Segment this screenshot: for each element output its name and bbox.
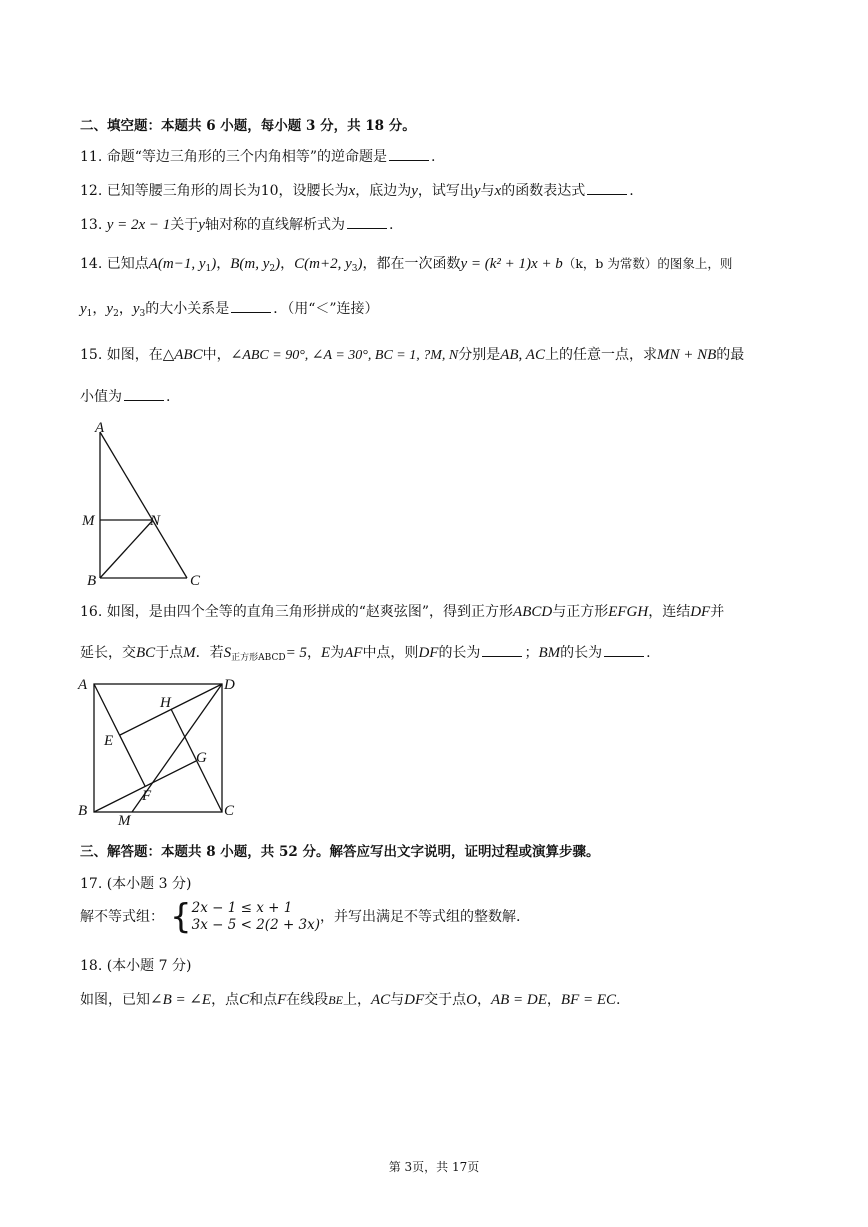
page-footer: 第 3页，共 17页	[388, 1160, 480, 1174]
label-b: B	[78, 803, 88, 819]
inequality-system: { 2x − 1 ≤ x + 1 3x − 5 < 2(2 + 3x)	[170, 897, 321, 937]
label-n: N	[150, 513, 161, 529]
question-13: 13. y = 2x − 1关于y轴对称的直线解析式为 .	[80, 214, 393, 235]
question-18: 如图，已知∠B = ∠E，点C和点F在线段BE上，AC与DF交于点O，AB = DE，BF = EC.	[80, 992, 621, 1008]
label-m: M	[118, 813, 131, 829]
q16-blank-1	[482, 642, 522, 657]
q11-text: 11. 命题“等边三角形的三个内角相等”的逆命题是	[80, 149, 388, 165]
section-2-heading: 二、填空题：本题共 6 小题，每小题 3 分，共 18 分。	[80, 118, 416, 134]
label-c: C	[190, 573, 201, 589]
label-h: H	[160, 695, 171, 711]
segment-af	[94, 684, 145, 786]
label-b: B	[87, 573, 97, 589]
section-3-heading: 三、解答题：本题共 8 小题，共 52 分。解答应写出文字说明，证明过程或演算步骤。	[80, 844, 600, 860]
label-c: C	[224, 803, 235, 819]
question-15: 15. 如图，在△ABC中，∠ABC = 90°, ∠A = 30°, BC = 1, ?M, N分别是AB, AC上的任意一点，求MN + NB的最	[80, 347, 745, 363]
segment-bg	[94, 761, 196, 812]
question-16: 16. 如图，是由四个全等的直角三角形拼成的“赵爽弦图”，得到正方形ABCD与正方形EFGH，连结DF并	[80, 604, 725, 620]
square-abcd	[94, 684, 222, 812]
q13-blank	[347, 214, 387, 229]
label-a: A	[95, 420, 105, 436]
label-a: A	[78, 677, 88, 693]
segment-nb	[100, 520, 153, 578]
question-14: 14. 已知点A(m−1, $y_1$)，B(m, $y_2$)，C(m+2, $y_3$)，都在一次函数y = (k² + 1)x + b（k，b 为常数）的图象上，则	[80, 256, 733, 274]
figure-15-triangle	[80, 420, 220, 590]
label-m: M	[82, 513, 95, 529]
q11-blank	[389, 146, 429, 161]
question-12: 12. 已知等腰三角形的周长为10，设腰长为x，底边为y，试写出y与x的函数表达式 .	[80, 180, 634, 201]
q12-blank	[587, 180, 627, 195]
label-d: D	[224, 677, 235, 693]
q13-equation: y = 2x − 1	[106, 217, 171, 233]
question-11: 11. 命题“等边三角形的三个内角相等”的逆命题是 .	[80, 146, 435, 167]
question-18-title: 18. (本小题 7 分)	[80, 958, 192, 974]
question-17-title: 17. (本小题 3 分)	[80, 876, 192, 892]
side-ac	[100, 432, 187, 578]
label-g: G	[196, 750, 207, 766]
figure-16-zhao-shuang-square	[74, 672, 244, 830]
question-16-line-2: 延长，交BC于点M．若$S_{正方形ABCD}= 5$，E为AF中点，则DF的长为 ；BM的长为 .	[80, 642, 651, 668]
q16-blank-2	[604, 642, 644, 657]
question-14-line-2: $y_1$，$y_2$，$y_3$的大小关系是 ．（用“＜”连接）	[80, 298, 379, 324]
q15-blank	[124, 386, 164, 401]
q14-blank	[231, 298, 271, 313]
q14-function: y = (k² + 1)x + b	[460, 256, 563, 272]
label-f: F	[142, 788, 152, 804]
question-15-line-2: 小值为 .	[80, 386, 170, 407]
question-17: 解不等式组： { 2x − 1 ≤ x + 1 3x − 5 < 2(2 + 3x) ，并写出满足不等式组的整数解.	[80, 897, 521, 937]
label-e: E	[104, 733, 114, 749]
